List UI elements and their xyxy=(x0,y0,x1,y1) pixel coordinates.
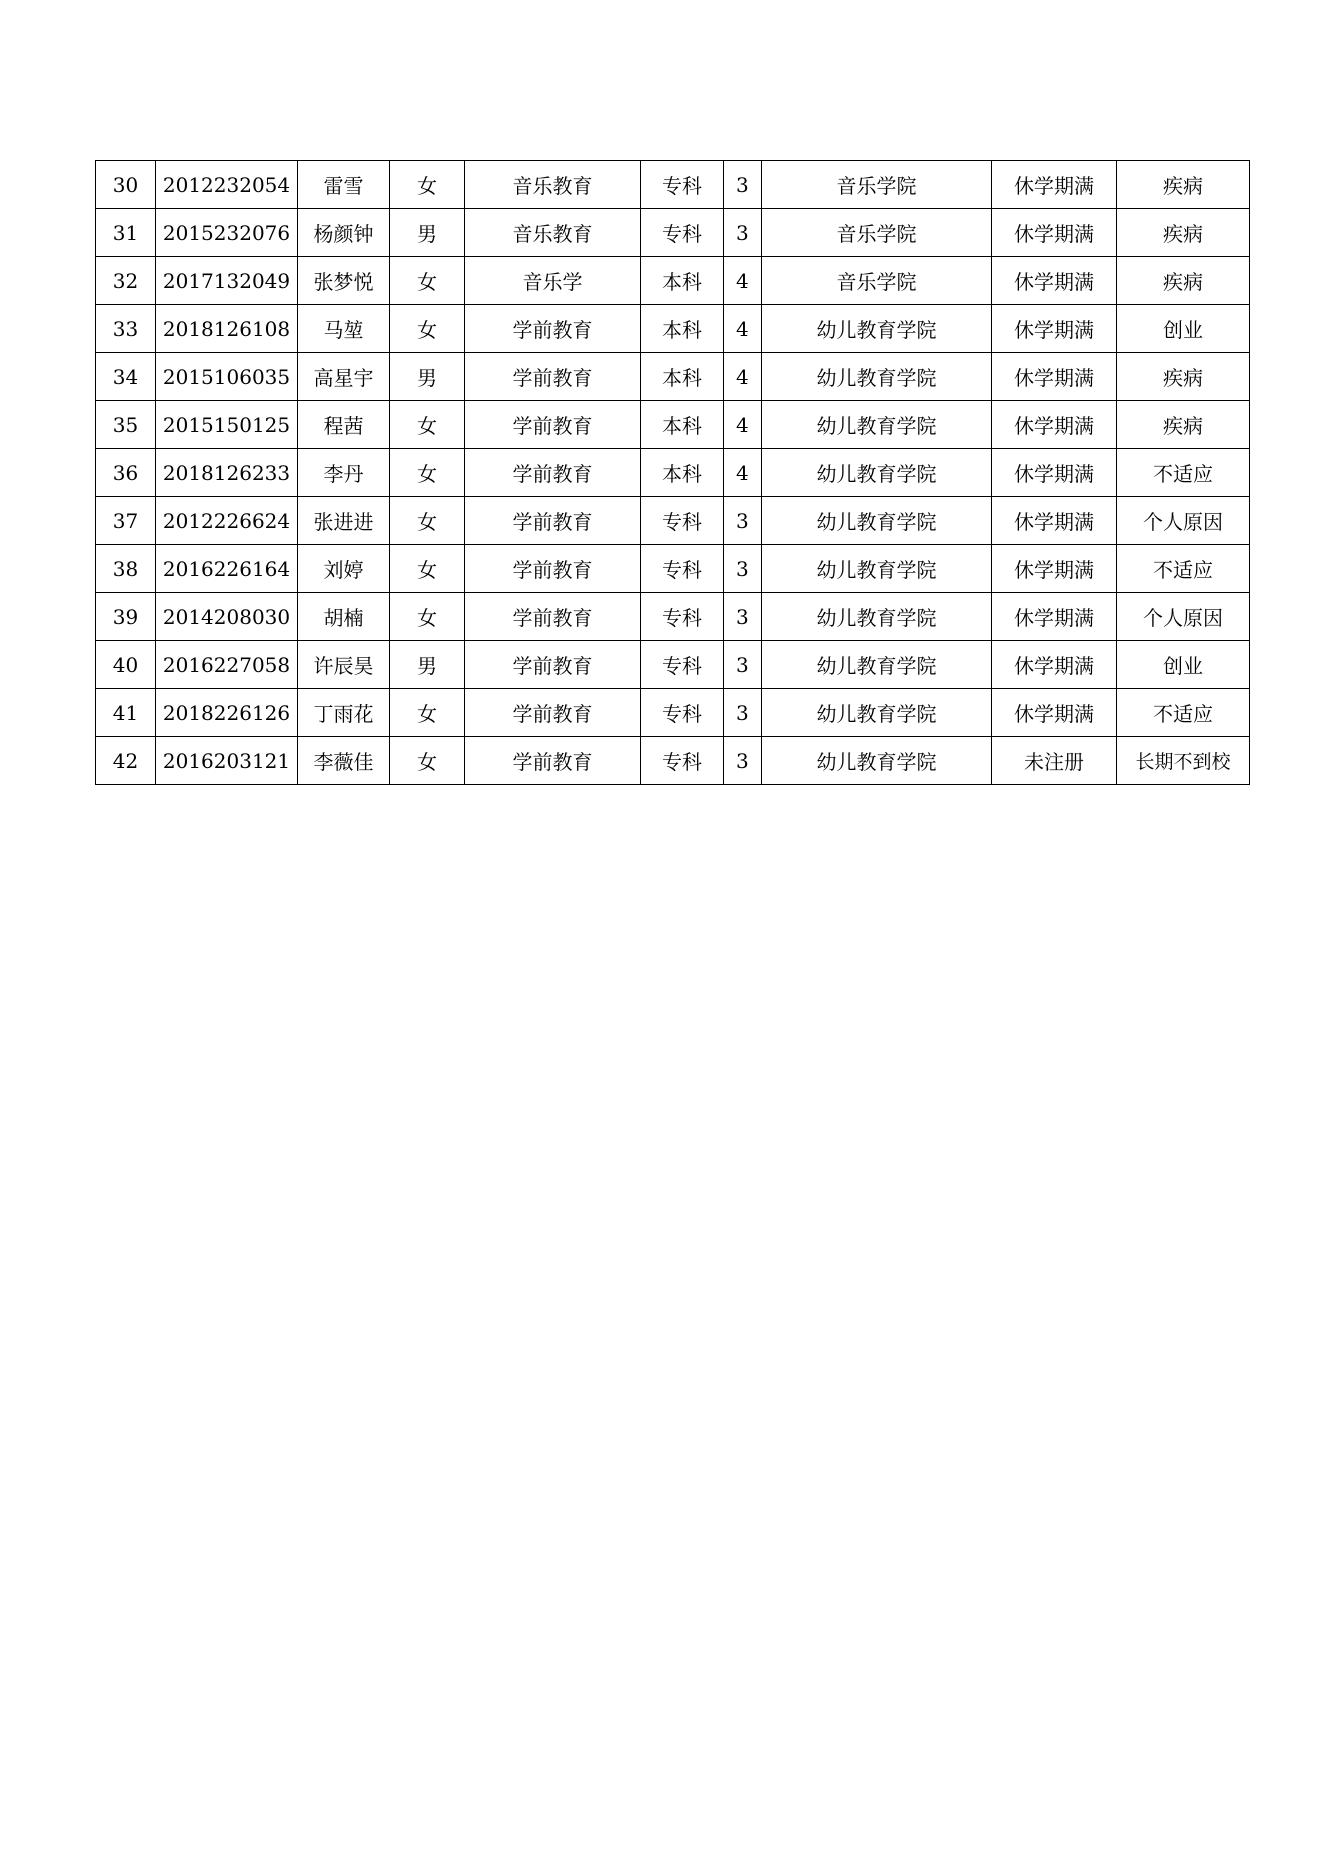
cell-student-id: 2017132049 xyxy=(156,257,298,305)
cell-college: 幼儿教育学院 xyxy=(762,449,992,497)
cell-college: 音乐学院 xyxy=(762,209,992,257)
cell-major: 学前教育 xyxy=(465,449,641,497)
cell-reason: 不适应 xyxy=(1117,689,1250,737)
cell-gender: 女 xyxy=(390,689,465,737)
cell-college: 幼儿教育学院 xyxy=(762,689,992,737)
cell-major: 音乐教育 xyxy=(465,209,641,257)
cell-gender: 男 xyxy=(390,353,465,401)
cell-status: 休学期满 xyxy=(992,449,1117,497)
table-row xyxy=(96,545,1250,593)
cell-years: 4 xyxy=(724,449,762,497)
cell-major: 学前教育 xyxy=(465,305,641,353)
cell-years: 4 xyxy=(724,257,762,305)
cell-status: 休学期满 xyxy=(992,689,1117,737)
cell-level: 专科 xyxy=(641,641,724,689)
cell-reason: 疾病 xyxy=(1117,161,1250,209)
cell-level: 专科 xyxy=(641,497,724,545)
cell-status: 休学期满 xyxy=(992,161,1117,209)
cell-reason: 个人原因 xyxy=(1117,593,1250,641)
cell-gender: 女 xyxy=(390,305,465,353)
cell-major: 学前教育 xyxy=(465,545,641,593)
cell-college: 幼儿教育学院 xyxy=(762,641,992,689)
cell-major: 学前教育 xyxy=(465,353,641,401)
cell-number: 40 xyxy=(96,641,156,689)
table-row xyxy=(96,449,1250,497)
cell-level: 本科 xyxy=(641,305,724,353)
cell-reason: 不适应 xyxy=(1117,449,1250,497)
cell-student-name: 许辰昊 xyxy=(298,641,390,689)
cell-gender: 女 xyxy=(390,161,465,209)
cell-number: 39 xyxy=(96,593,156,641)
cell-level: 本科 xyxy=(641,353,724,401)
cell-major: 学前教育 xyxy=(465,593,641,641)
cell-number: 33 xyxy=(96,305,156,353)
table-row xyxy=(96,401,1250,449)
cell-student-id: 2018126233 xyxy=(156,449,298,497)
cell-years: 4 xyxy=(724,401,762,449)
cell-college: 幼儿教育学院 xyxy=(762,353,992,401)
cell-status: 休学期满 xyxy=(992,593,1117,641)
cell-student-name: 高星宇 xyxy=(298,353,390,401)
cell-gender: 男 xyxy=(390,641,465,689)
cell-number: 35 xyxy=(96,401,156,449)
cell-number: 38 xyxy=(96,545,156,593)
cell-student-id: 2016227058 xyxy=(156,641,298,689)
cell-level: 本科 xyxy=(641,449,724,497)
cell-student-id: 2012226624 xyxy=(156,497,298,545)
cell-student-id: 2015150125 xyxy=(156,401,298,449)
table-row xyxy=(96,257,1250,305)
cell-reason: 个人原因 xyxy=(1117,497,1250,545)
cell-student-name: 杨颜钟 xyxy=(298,209,390,257)
table-row xyxy=(96,497,1250,545)
cell-student-name: 雷雪 xyxy=(298,161,390,209)
table-row xyxy=(96,305,1250,353)
cell-number: 42 xyxy=(96,737,156,785)
student-status-table xyxy=(95,160,1250,785)
cell-years: 3 xyxy=(724,641,762,689)
cell-status: 休学期满 xyxy=(992,545,1117,593)
cell-major: 学前教育 xyxy=(465,689,641,737)
cell-status: 休学期满 xyxy=(992,257,1117,305)
cell-student-name: 李丹 xyxy=(298,449,390,497)
cell-years: 3 xyxy=(724,737,762,785)
cell-level: 专科 xyxy=(641,161,724,209)
cell-years: 4 xyxy=(724,305,762,353)
cell-reason: 疾病 xyxy=(1117,257,1250,305)
cell-major: 学前教育 xyxy=(465,497,641,545)
cell-student-name: 丁雨花 xyxy=(298,689,390,737)
cell-level: 本科 xyxy=(641,257,724,305)
cell-level: 专科 xyxy=(641,209,724,257)
table-row xyxy=(96,641,1250,689)
cell-student-name: 李薇佳 xyxy=(298,737,390,785)
cell-number: 36 xyxy=(96,449,156,497)
cell-reason: 创业 xyxy=(1117,305,1250,353)
cell-student-name: 马堃 xyxy=(298,305,390,353)
cell-gender: 女 xyxy=(390,737,465,785)
cell-status: 休学期满 xyxy=(992,497,1117,545)
cell-college: 音乐学院 xyxy=(762,161,992,209)
cell-number: 30 xyxy=(96,161,156,209)
cell-years: 3 xyxy=(724,497,762,545)
table-row xyxy=(96,353,1250,401)
cell-gender: 女 xyxy=(390,257,465,305)
cell-status: 休学期满 xyxy=(992,305,1117,353)
cell-college: 幼儿教育学院 xyxy=(762,593,992,641)
cell-level: 专科 xyxy=(641,737,724,785)
cell-number: 32 xyxy=(96,257,156,305)
table-row xyxy=(96,737,1250,785)
cell-gender: 女 xyxy=(390,449,465,497)
cell-number: 34 xyxy=(96,353,156,401)
cell-gender: 女 xyxy=(390,497,465,545)
cell-major: 音乐教育 xyxy=(465,161,641,209)
table-body xyxy=(96,161,1250,785)
table-row xyxy=(96,209,1250,257)
cell-status: 休学期满 xyxy=(992,353,1117,401)
cell-level: 本科 xyxy=(641,401,724,449)
cell-student-name: 张进进 xyxy=(298,497,390,545)
cell-gender: 女 xyxy=(390,593,465,641)
cell-gender: 男 xyxy=(390,209,465,257)
table-row xyxy=(96,161,1250,209)
cell-level: 专科 xyxy=(641,689,724,737)
cell-student-id: 2016203121 xyxy=(156,737,298,785)
cell-status: 休学期满 xyxy=(992,641,1117,689)
cell-student-id: 2015232076 xyxy=(156,209,298,257)
cell-gender: 女 xyxy=(390,401,465,449)
cell-status: 休学期满 xyxy=(992,401,1117,449)
cell-student-name: 程茜 xyxy=(298,401,390,449)
cell-number: 31 xyxy=(96,209,156,257)
cell-student-name: 刘婷 xyxy=(298,545,390,593)
cell-reason: 长期不到校 xyxy=(1117,737,1250,785)
cell-years: 3 xyxy=(724,161,762,209)
cell-college: 幼儿教育学院 xyxy=(762,545,992,593)
cell-major: 音乐学 xyxy=(465,257,641,305)
cell-reason: 疾病 xyxy=(1117,401,1250,449)
cell-years: 3 xyxy=(724,545,762,593)
cell-student-id: 2014208030 xyxy=(156,593,298,641)
cell-reason: 不适应 xyxy=(1117,545,1250,593)
cell-status: 休学期满 xyxy=(992,209,1117,257)
cell-level: 专科 xyxy=(641,593,724,641)
cell-years: 4 xyxy=(724,353,762,401)
cell-years: 3 xyxy=(724,593,762,641)
cell-reason: 疾病 xyxy=(1117,353,1250,401)
cell-years: 3 xyxy=(724,209,762,257)
cell-college: 幼儿教育学院 xyxy=(762,305,992,353)
cell-student-id: 2012232054 xyxy=(156,161,298,209)
cell-student-id: 2015106035 xyxy=(156,353,298,401)
cell-student-id: 2016226164 xyxy=(156,545,298,593)
cell-college: 幼儿教育学院 xyxy=(762,737,992,785)
cell-number: 37 xyxy=(96,497,156,545)
cell-college: 幼儿教育学院 xyxy=(762,401,992,449)
cell-number: 41 xyxy=(96,689,156,737)
cell-student-id: 2018126108 xyxy=(156,305,298,353)
cell-gender: 女 xyxy=(390,545,465,593)
table-row xyxy=(96,593,1250,641)
cell-reason: 疾病 xyxy=(1117,209,1250,257)
cell-level: 专科 xyxy=(641,545,724,593)
table-row xyxy=(96,689,1250,737)
cell-major: 学前教育 xyxy=(465,401,641,449)
cell-college: 音乐学院 xyxy=(762,257,992,305)
cell-status: 未注册 xyxy=(992,737,1117,785)
cell-student-name: 胡楠 xyxy=(298,593,390,641)
cell-student-id: 2018226126 xyxy=(156,689,298,737)
cell-major: 学前教育 xyxy=(465,641,641,689)
cell-student-name: 张梦悦 xyxy=(298,257,390,305)
cell-reason: 创业 xyxy=(1117,641,1250,689)
cell-major: 学前教育 xyxy=(465,737,641,785)
cell-years: 3 xyxy=(724,689,762,737)
cell-college: 幼儿教育学院 xyxy=(762,497,992,545)
